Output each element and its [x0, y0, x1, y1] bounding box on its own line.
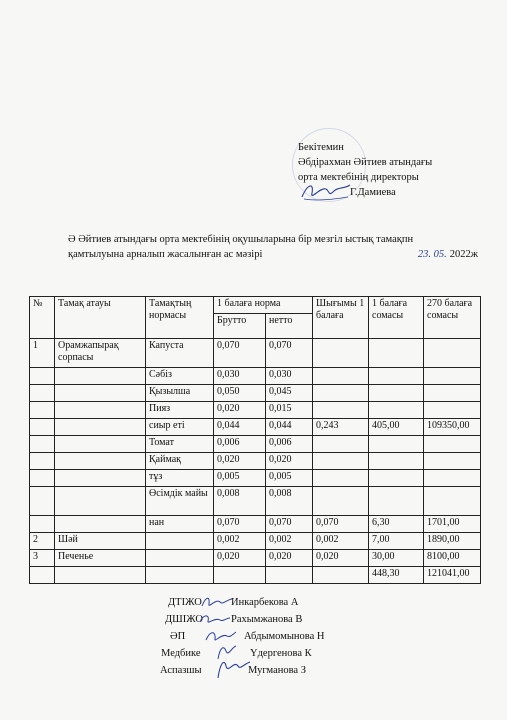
- cell-netto: 0,070: [266, 339, 313, 368]
- cell-brutto: 0,070: [214, 516, 266, 533]
- document-title: [68, 232, 478, 262]
- cell-num: [30, 470, 55, 487]
- cell-total: 109350,00: [424, 419, 481, 436]
- cell-num: [30, 368, 55, 385]
- table-row: [30, 385, 481, 402]
- cell-num: [30, 516, 55, 533]
- cell-total: [424, 402, 481, 419]
- cell-output: [313, 339, 369, 368]
- cell-food: [55, 470, 146, 487]
- cell-brutto: 0,020: [214, 402, 266, 419]
- cell-total: [424, 487, 481, 516]
- title-line-1: Ә Әйтиев атындағы орта мектебінің оқушыларына бір мезгіл ыстық тамақпн: [68, 234, 414, 245]
- cell-num: [30, 385, 55, 402]
- header-norm: Тамақтың нормасы: [146, 297, 214, 339]
- cell-food: [55, 385, 146, 402]
- cell-total: 8100,00: [424, 550, 481, 567]
- cell-cost: 405,00: [369, 419, 424, 436]
- staff-name: Рахымжанова В: [231, 614, 303, 625]
- staff-name: Абдымомынова Н: [244, 631, 325, 642]
- table-row-total: [30, 567, 481, 584]
- cell-cost: [369, 385, 424, 402]
- cell-ingredient: [146, 533, 214, 550]
- table-row: [30, 368, 481, 385]
- cell-output: [313, 470, 369, 487]
- cell-total: [424, 453, 481, 470]
- cell-brutto: 0,044: [214, 419, 266, 436]
- cell-output: [313, 402, 369, 419]
- cell-food: [55, 487, 146, 516]
- cell-cost: [369, 487, 424, 516]
- cell-num: 3: [30, 550, 55, 567]
- cell-food: Шәй: [55, 533, 146, 550]
- staff-name: Инкарбекова А: [231, 597, 299, 608]
- staff-role: ӘП: [170, 631, 186, 642]
- staff-row: [160, 662, 306, 679]
- header-netto: нетто: [266, 314, 313, 339]
- date-handwritten: 23. 05.: [417, 249, 447, 260]
- staff-signature: [200, 594, 234, 610]
- staff-row: [160, 645, 312, 662]
- cell-total: 1701,00: [424, 516, 481, 533]
- cell-netto: 0,030: [266, 368, 313, 385]
- approval-signature-line: [298, 185, 432, 200]
- cell-ingredient: [146, 550, 214, 567]
- cell-brutto: [214, 567, 266, 584]
- cell-num: 1: [30, 339, 55, 368]
- cell-total: [424, 385, 481, 402]
- cell-brutto: 0,030: [214, 368, 266, 385]
- cell-total: [424, 368, 481, 385]
- cell-brutto: 0,008: [214, 487, 266, 516]
- cell-netto: 0,015: [266, 402, 313, 419]
- cell-cost: [369, 339, 424, 368]
- title-line-2: қамтылуына арналып жасалынған ас мәзірі: [68, 249, 263, 260]
- cell-brutto: 0,070: [214, 339, 266, 368]
- table-row: [30, 470, 481, 487]
- cell-ingredient: Өсімдік майы: [146, 487, 214, 516]
- document-date: [418, 247, 478, 262]
- menu-table: [29, 296, 481, 584]
- cell-food: [55, 402, 146, 419]
- cell-num: 2: [30, 533, 55, 550]
- header-num: №: [30, 297, 55, 339]
- cell-food: Орамжапырақ сорпасы: [55, 339, 146, 368]
- cell-food: [55, 453, 146, 470]
- staff-signatures: [160, 594, 325, 679]
- cell-num: [30, 567, 55, 584]
- cell-netto: 0,006: [266, 436, 313, 453]
- cell-output: [313, 436, 369, 453]
- cell-food: [55, 516, 146, 533]
- approval-block: [298, 140, 432, 200]
- cell-netto: [266, 567, 313, 584]
- cell-netto: 0,020: [266, 550, 313, 567]
- cell-cost: [369, 368, 424, 385]
- cell-output: 0,070: [313, 516, 369, 533]
- cell-ingredient: [146, 567, 214, 584]
- cell-ingredient: тұз: [146, 470, 214, 487]
- cell-ingredient: сиыр еті: [146, 419, 214, 436]
- table-row: [30, 533, 481, 550]
- table-row: [30, 436, 481, 453]
- cell-brutto: 0,005: [214, 470, 266, 487]
- date-year: 2022ж: [449, 249, 478, 260]
- cell-brutto: 0,006: [214, 436, 266, 453]
- cell-num: [30, 453, 55, 470]
- staff-role: Медбике: [161, 648, 201, 659]
- cell-total: [424, 470, 481, 487]
- cell-output: 0,243: [313, 419, 369, 436]
- cell-output: [313, 487, 369, 516]
- cell-ingredient: Капуста: [146, 339, 214, 368]
- staff-signature: [212, 656, 252, 680]
- cell-cost: [369, 402, 424, 419]
- cell-total: 121041,00: [424, 567, 481, 584]
- cell-cost: 448,30: [369, 567, 424, 584]
- cell-cost: 7,00: [369, 533, 424, 550]
- cell-output: [313, 453, 369, 470]
- cell-num: [30, 487, 55, 516]
- cell-brutto: 0,020: [214, 453, 266, 470]
- cell-num: [30, 436, 55, 453]
- director-name: Г.Дамиева: [350, 187, 396, 198]
- table-row: [30, 516, 481, 533]
- cell-ingredient: нан: [146, 516, 214, 533]
- cell-ingredient: Томат: [146, 436, 214, 453]
- cell-netto: 0,070: [266, 516, 313, 533]
- staff-row: [160, 611, 303, 628]
- cell-cost: [369, 470, 424, 487]
- cell-cost: 30,00: [369, 550, 424, 567]
- cell-food: [55, 419, 146, 436]
- cell-total: [424, 436, 481, 453]
- header-food: Тамақ атауы: [55, 297, 146, 339]
- cell-output: [313, 385, 369, 402]
- director-signature: [300, 179, 352, 203]
- cell-output: [313, 368, 369, 385]
- cell-netto: 0,044: [266, 419, 313, 436]
- staff-signature: [198, 611, 232, 627]
- table-row: [30, 487, 481, 516]
- cell-num: [30, 419, 55, 436]
- staff-row: [160, 594, 299, 611]
- staff-role: ДШІЖО: [165, 614, 203, 625]
- cell-cost: [369, 436, 424, 453]
- header-output: Шығымы 1 балаға: [313, 297, 369, 339]
- cell-food: [55, 567, 146, 584]
- cell-output: 0,002: [313, 533, 369, 550]
- staff-name: Үдергенова К: [250, 648, 312, 659]
- cell-netto: 0,002: [266, 533, 313, 550]
- header-per-child: 1 балаға норма: [214, 297, 313, 314]
- cell-cost: [369, 453, 424, 470]
- table-header-row: [30, 297, 481, 314]
- cell-total: [424, 339, 481, 368]
- cell-output: [313, 567, 369, 584]
- table-row: [30, 402, 481, 419]
- table-row: [30, 339, 481, 368]
- cell-num: [30, 402, 55, 419]
- approval-line-3: орта мектебінің директоры: [298, 172, 419, 183]
- cell-netto: 0,005: [266, 470, 313, 487]
- cell-total: 1890,00: [424, 533, 481, 550]
- cell-food: Печенье: [55, 550, 146, 567]
- cell-ingredient: Пияз: [146, 402, 214, 419]
- cell-brutto: 0,002: [214, 533, 266, 550]
- cell-netto: 0,045: [266, 385, 313, 402]
- approval-line-1: Бекітемин: [298, 142, 344, 153]
- cell-brutto: 0,050: [214, 385, 266, 402]
- header-brutto: Брутто: [214, 314, 266, 339]
- staff-row: [160, 628, 325, 645]
- cell-netto: 0,020: [266, 453, 313, 470]
- cell-ingredient: Қызылша: [146, 385, 214, 402]
- staff-role: Аспазшы: [160, 665, 202, 676]
- table-row: [30, 550, 481, 567]
- cell-netto: 0,008: [266, 487, 313, 516]
- staff-signature: [204, 628, 238, 644]
- table-row: [30, 419, 481, 436]
- cell-food: [55, 436, 146, 453]
- table-row: [30, 453, 481, 470]
- cell-brutto: 0,020: [214, 550, 266, 567]
- cell-cost: 6,30: [369, 516, 424, 533]
- cell-ingredient: Қаймақ: [146, 453, 214, 470]
- header-total: 270 балаға сомасы: [424, 297, 481, 339]
- header-cost: 1 балаға сомасы: [369, 297, 424, 339]
- cell-ingredient: Сәбіз: [146, 368, 214, 385]
- cell-food: [55, 368, 146, 385]
- cell-output: 0,020: [313, 550, 369, 567]
- staff-role: ДТІЖО: [168, 597, 202, 608]
- approval-line-2: Әбдірахман Әйтиев атындағы: [298, 157, 433, 168]
- staff-name: Мугманова З: [248, 665, 306, 676]
